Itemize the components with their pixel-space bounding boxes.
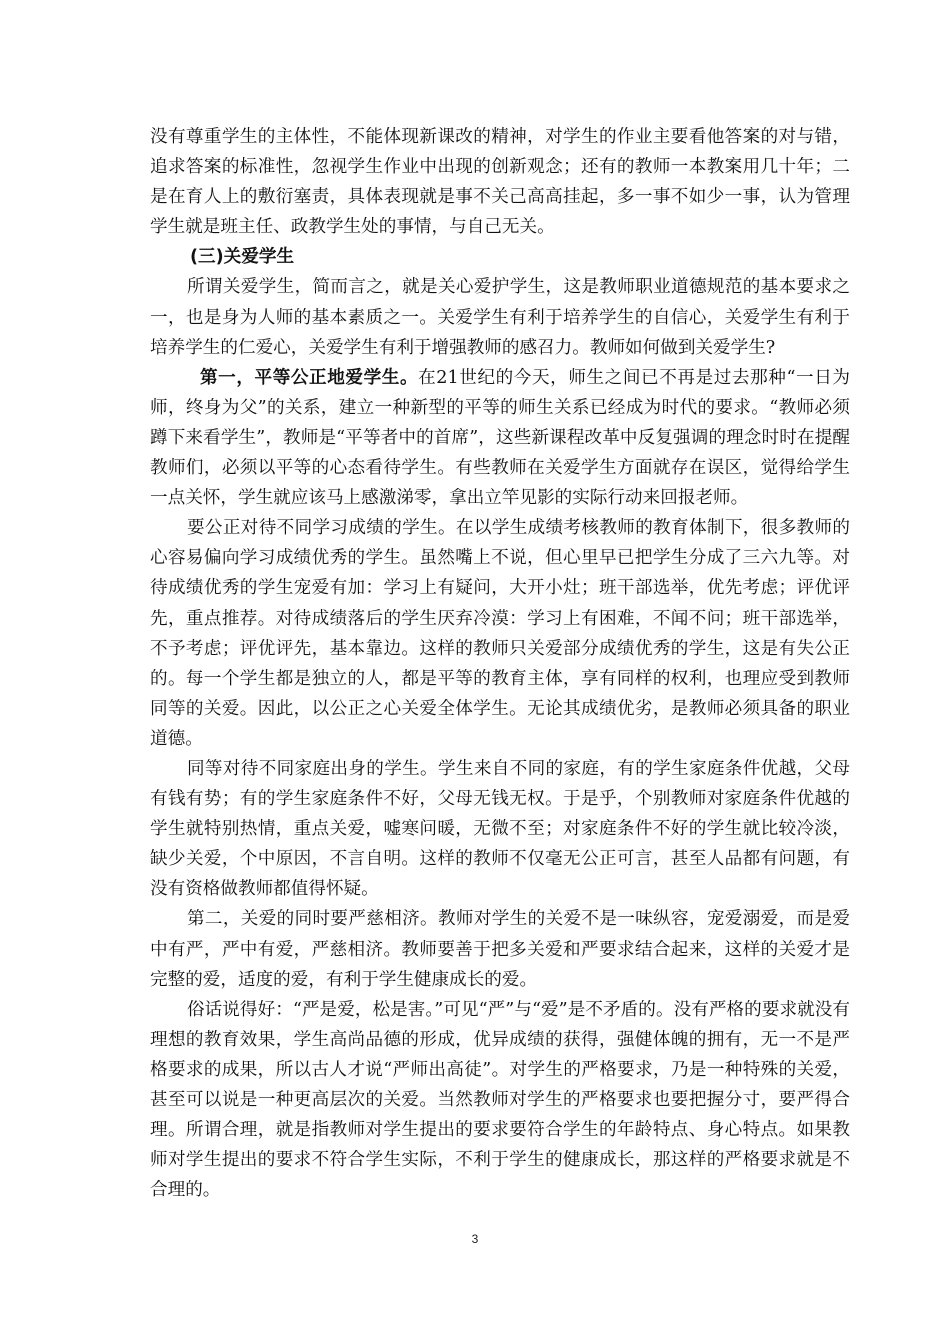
paragraph-strict-love: 俗话说得好：“严是爱，松是害。”可见“严”与“爱”是不矛盾的。没有严格的要求就没有理想的教育效果，学生高尚品德的形成，优异成绩的获得，强健体魄的拥有，无一不是严格要求的成果，所以古人才说“严师出高徒”。对学生的严格要求，乃是一种特殊的关爱，甚至可以说是一种更高层次的关爱。当然教师对学生的严格要求也要把握分寸，要严得合理。所谓合理，就是指教师对学生提出的要求要符合学生的年龄特点、身心特点。如果教师对学生提出的要求不符合学生实际，不利于学生的健康成长，那这样的严格要求就是不合理的。 bbox=[150, 999, 850, 1201]
section-heading: (三)关爱学生 bbox=[190, 247, 295, 268]
body-text bbox=[150, 122, 850, 1205]
paragraph-first-point bbox=[150, 363, 850, 513]
first-point-lead: 第一，平等公正地爱学生。 bbox=[200, 366, 419, 388]
paragraph-second-point: 第二，关爱的同时要严慈相济。教师对学生的关爱不是一味纵容，宠爱溺爱，而是爱中有严，严中有爱，严慈相济。教师要善于把多关爱和严要求结合起来，这样的关爱才是完整的爱，适度的爱，有利于学生健康成长的爱。 bbox=[150, 909, 850, 990]
page-number: 3 bbox=[471, 1232, 479, 1246]
paragraph-fair-grades: 要公正对待不同学习成绩的学生。在以学生成绩考核教师的教育体制下，很多教师的心容易偏向学习成绩优秀的学生。虽然嘴上不说，但心里早已把学生分成了三六九等。对待成绩优秀的学生宠爱有加：学习上有疑问，大开小灶；班干部选举，优先考虑；评优评先，重点推荐。对待成绩落后的学生厌弃冷漠：学习上有困难，不闻不问；班干部选举，不予考虑；评优评先，基本靠边。这样的教师只关爱部分成绩优秀的学生，这是有失公正的。每一个学生都是独立的人，都是平等的教育主体，享有同样的权利，也理应受到教师同等的关爱。因此，以公正之心关爱全体学生。无论其成绩优劣，是教师必须具备的职业道德。 bbox=[150, 518, 850, 749]
first-point-body: 在21世纪的今天，师生之间已不再是过去那种“一日为师，终身为父”的关系，建立一种新型的平等的师生关系已经成为时代的要求。“教师必须蹲下来看学生”，教师是“平等者中的首席”，这些新课程改革中反复强调的理念时时在提醒教师们，必须以平等的心态看待学生。有些教师在关爱学生方面就存在误区，觉得给学生一点关怀，学生就应该马上感激涕零，拿出立竿见影的实际行动来回报老师。 bbox=[150, 367, 850, 509]
paragraph-fair-family: 同等对待不同家庭出身的学生。学生来自不同的家庭，有的学生家庭条件优越，父母有钱有势；有的学生家庭条件不好，父母无钱无权。于是乎，个别教师对家庭条件优越的学生就特别热情，重点关爱，嘘寒问暖，无微不至；对家庭条件不好的学生就比较冷淡，缺少关爱，个中原因，不言自明。这样的教师不仅毫无公正可言，甚至人品都有问题，有没有资格做教师都值得怀疑。 bbox=[150, 758, 850, 900]
paragraph-intro: 所谓关爱学生，简而言之，就是关心爱护学生，这是教师职业道德规范的基本要求之一，也是身为人师的基本素质之一。关爱学生有利于培养学生的自信心，关爱学生有利于培养学生的仁爱心，关爱学生有利于增强教师的感召力。教师如何做到关爱学生? bbox=[150, 277, 850, 358]
paragraph-continuation: 没有尊重学生的主体性，不能体现新课改的精神，对学生的作业主要看他答案的对与错，追求答案的标准性，忽视学生作业中出现的创新观念；还有的教师一本教案用几十年；二是在育人上的敷衍塞责，具体表现就是事不关己高高挂起，多一事不如少一事，认为管理学生就是班主任、政教学生处的事情，与自己无关。 bbox=[150, 127, 850, 238]
